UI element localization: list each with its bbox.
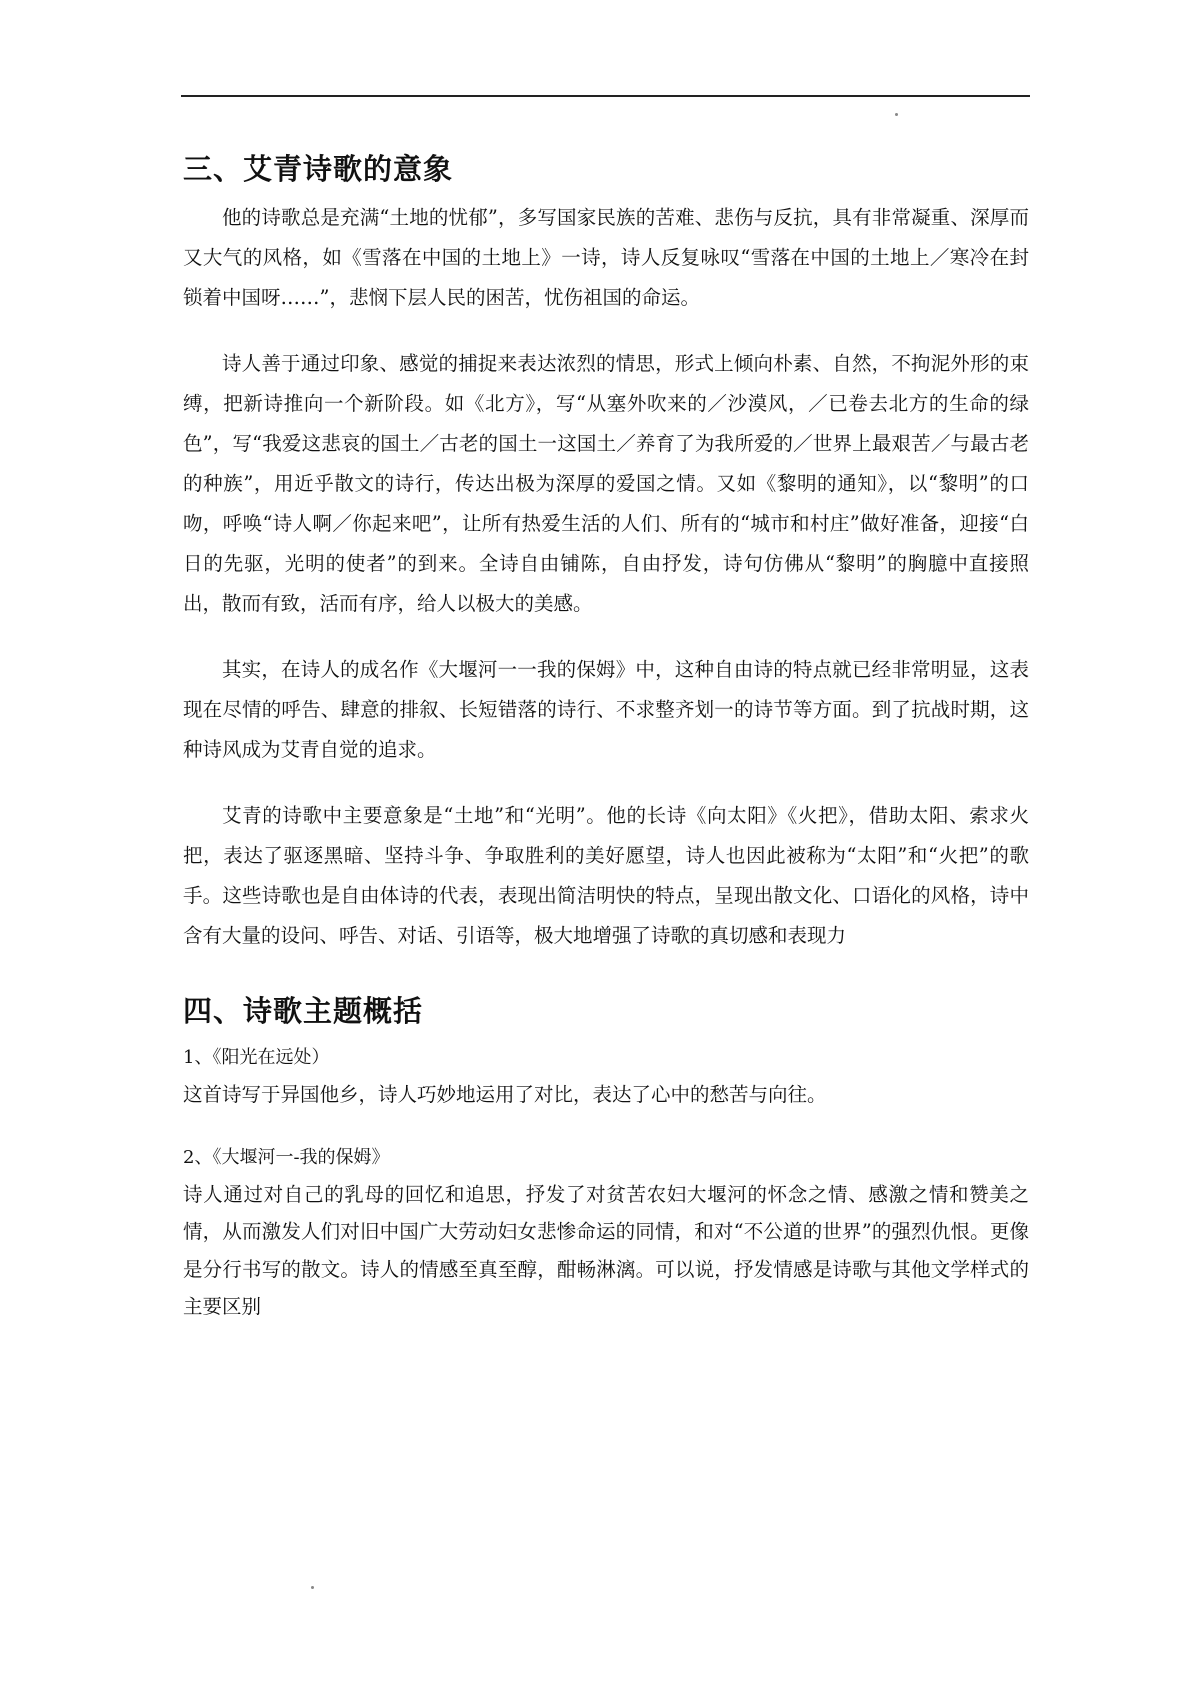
section-3-heading: 三、艾青诗歌的意象 bbox=[183, 152, 454, 186]
theme-item-2-text: 诗人通过对自己的乳母的回忆和追思，抒发了对贫苦农妇大堰河的怀念之情、感激之情和赞美之情，从而激发人们对旧中国广大劳动妇女悲惨命运的同情，和对“不公道的世界”的强烈仇恨。更像是分行书写的散文。诗人的情感至真至醇，酣畅淋漓。可以说，抒发情感是诗歌与其他文学样式的主要区别 bbox=[183, 1182, 1029, 1318]
theme-item-2 bbox=[183, 1140, 1029, 1326]
header-dot-mark bbox=[895, 113, 898, 116]
theme-item-1-text: 这首诗写于异国他乡，诗人巧妙地运用了对比，表达了心中的愁苦与向往。 bbox=[183, 1083, 827, 1106]
section-3-paragraph-2: 诗人善于通过印象、感觉的捕捉来表达浓烈的情思，形式上倾向朴素、自然，不拘泥外形的束缚，把新诗推向一个新阶段。如《北方》，写“从塞外吹来的／沙漠风，／已卷去北方的生命的绿色”，写“我爱这悲哀的国土／古老的国土一这国土／养育了为我所爱的／世界上最艰苦／与最古老的种族”，用近乎散文的诗行，传达出极为深厚的爱国之情。又如《黎明的通知》，以“黎明”的口吻，呼唤“诗人啊／你起来吧”，让所有热爱生活的人们、所有的“城市和村庄”做好准备，迎接“白日的先驱，光明的使者”的到来。全诗自由铺陈，自由抒发，诗句仿佛从“黎明”的胸臆中直接照出，散而有致，活而有序，给人以极大的美感。 bbox=[183, 352, 1029, 615]
header-rule bbox=[181, 95, 1030, 97]
section-3-paragraph-3: 其实，在诗人的成名作《大堰河一一我的保姆》中，这种自由诗的特点就已经非常明显，这表现在尽情的呼告、肆意的排叙、长短错落的诗行、不求整齐划一的诗节等方面。到了抗战时期，这种诗风成为艾青自觉的追求。 bbox=[183, 658, 1029, 761]
theme-item-2-title: 2、《大堰河一-我的保姆》 bbox=[183, 1146, 390, 1168]
theme-item-1 bbox=[183, 1040, 1029, 1114]
section-3-paragraph-1: 他的诗歌总是充满“土地的忧郁”，多写国家民族的苦难、悲伤与反抗，具有非常凝重、深厚而又大气的风格，如《雪落在中国的土地上》一诗，诗人反复咏叹“雪落在中国的土地上／寒冷在封锁着中国呀……”，悲悯下层人民的困苦，忧伤祖国的命运。 bbox=[183, 206, 1029, 309]
theme-item-1-title: 1、《阳光在远处） bbox=[183, 1047, 330, 1068]
section-4-heading: 四、诗歌主题概括 bbox=[183, 994, 424, 1028]
section-3-paragraph-4: 艾青的诗歌中主要意象是“土地”和“光明”。他的长诗《向太阳》《火把》，借助太阳、索求火把，表达了驱逐黑暗、坚持斗争、争取胜利的美好愿望，诗人也因此被称为“太阳”和“火把”的歌手。这些诗歌也是自由体诗的代表，表现出简洁明快的特点，呈现出散文化、口语化的风格，诗中含有大量的设问、呼告、对话、引语等，极大地增强了诗歌的真切感和表现力 bbox=[183, 804, 1029, 947]
document-body bbox=[183, 140, 1029, 1352]
footer-dot-mark bbox=[311, 1586, 314, 1589]
